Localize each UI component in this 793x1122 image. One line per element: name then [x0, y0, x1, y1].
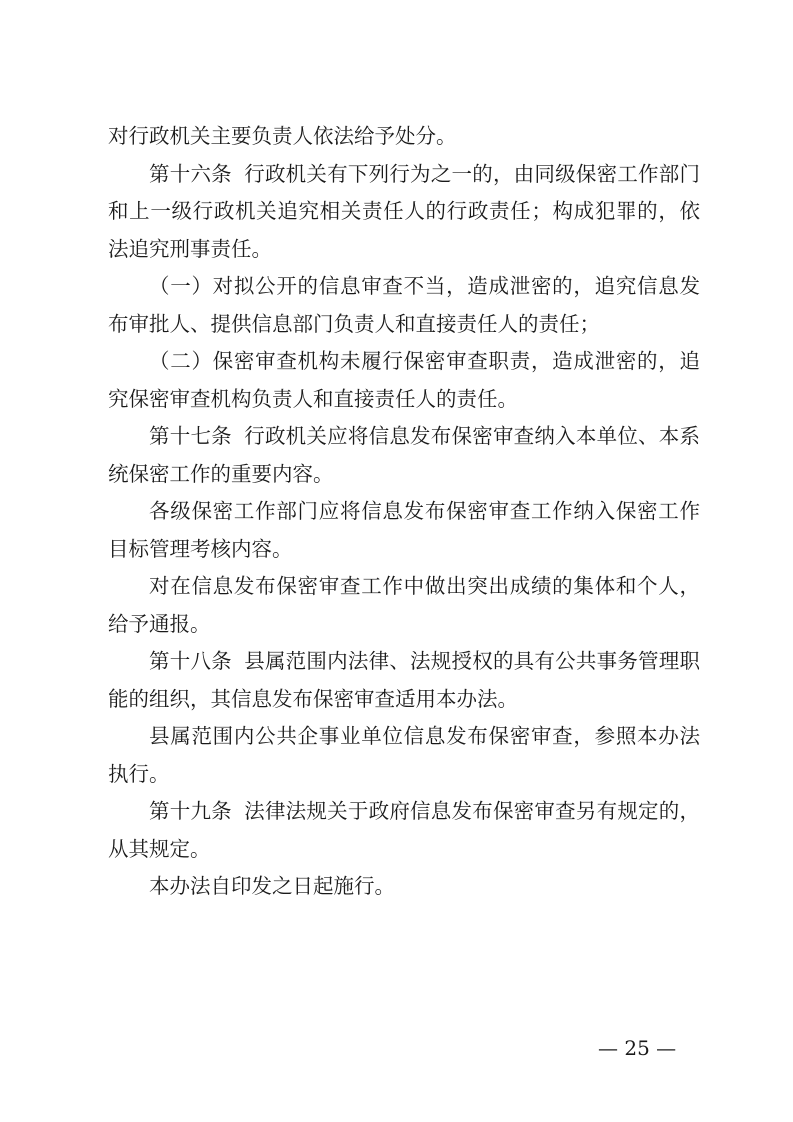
- document-body: [108, 118, 700, 906]
- paragraph-text: （二）保密审查机构未履行保密审查职责，造成泄密的，追究保密审查机构负责人和直接责任人的责任。: [108, 349, 700, 411]
- article-heading: 第十六条: [149, 161, 232, 186]
- paragraph-9: [108, 718, 700, 793]
- article-heading: 第十九条: [149, 799, 232, 823]
- paragraph-item-1: [108, 268, 700, 343]
- paragraph-article-18: [108, 643, 700, 718]
- paragraph-6: [108, 493, 700, 568]
- paragraph-11: [108, 868, 700, 906]
- paragraph-article-16: [108, 156, 700, 269]
- paragraph-text: 行政机关有下列行为之一的，由同级保密工作部门和上一级行政机关追究相关责任人的行政责任；构成犯罪的，依法追究刑事责任。: [108, 161, 701, 261]
- paragraph-text: 行政机关应将信息发布保密审查纳入本单位、本系统保密工作的重要内容。: [108, 424, 701, 486]
- paragraph-text: 县属范围内法律、法规授权的具有公共事务管理职能的组织，其信息发布保密审查适用本办法。: [108, 649, 701, 711]
- page-number: — 25 —: [598, 1036, 677, 1060]
- paragraph-7: [108, 568, 700, 643]
- paragraph-item-2: [108, 343, 700, 418]
- paragraph-text: 县属范围内公共企事业单位信息发布保密审查，参照本办法执行。: [108, 724, 700, 786]
- article-heading: 第十七条: [149, 424, 232, 448]
- paragraph-text: 各级保密工作部门应将信息发布保密审查工作纳入保密工作目标管理考核内容。: [108, 499, 700, 561]
- paragraph-1: [108, 118, 700, 156]
- article-heading: 第十八条: [149, 649, 232, 673]
- paragraph-article-19: [108, 793, 700, 868]
- paragraph-article-17: [108, 418, 700, 493]
- paragraph-text: 法律法规关于政府信息发布保密审查另有规定的，从其规定。: [108, 799, 701, 861]
- paragraph-text: 本办法自印发之日起施行。: [149, 874, 395, 898]
- paragraph-text: （一）对拟公开的信息审查不当，造成泄密的，追究信息发布审批人、提供信息部门负责人和直接责任人的责任；: [108, 274, 700, 336]
- paragraph-text: 对行政机关主要负责人依法给予处分。: [108, 124, 457, 148]
- paragraph-text: 对在信息发布保密审查工作中做出突出成绩的集体和个人，给予通报。: [108, 574, 700, 636]
